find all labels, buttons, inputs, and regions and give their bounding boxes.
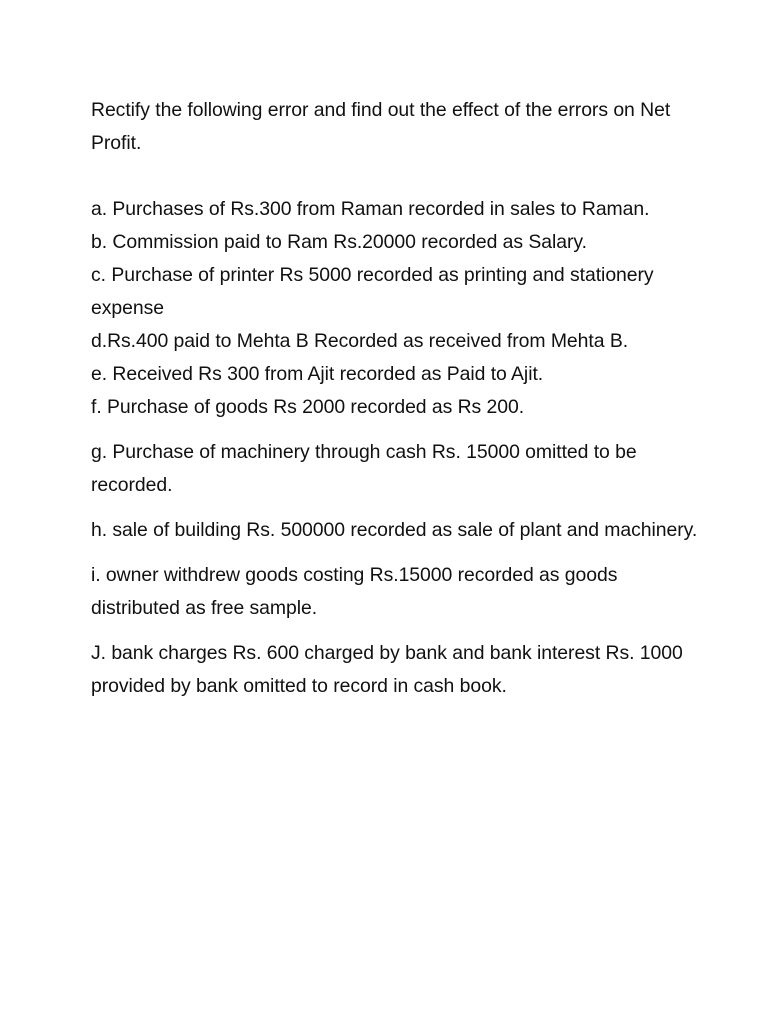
- error-item-f: f. Purchase of goods Rs 2000 recorded as Rs 200.: [91, 396, 525, 418]
- intro-paragraph: Rectify the following error and find out the effect of the errors on Net Profit.: [91, 99, 671, 154]
- error-list-spaced: [91, 436, 711, 703]
- error-item-b: b. Commission paid to Ram Rs.20000 recorded as Salary.: [91, 231, 587, 253]
- error-item-h: h. sale of building Rs. 500000 recorded as sale of plant and machinery.: [91, 519, 698, 541]
- document-body: [91, 94, 711, 703]
- error-item-g: g. Purchase of machinery through cash Rs. 15000 omitted to be recorded.: [91, 441, 637, 496]
- error-item-j: J. bank charges Rs. 600 charged by bank and bank interest Rs. 1000 provided by bank omitted to record in cash book.: [91, 642, 683, 697]
- error-item-i: i. owner withdrew goods costing Rs.15000 recorded as goods distributed as free sample.: [91, 564, 618, 619]
- error-item-d: d.Rs.400 paid to Mehta B Recorded as received from Mehta B.: [91, 330, 629, 352]
- error-item-e: e. Received Rs 300 from Ajit recorded as Paid to Ajit.: [91, 363, 544, 385]
- error-item-c: c. Purchase of printer Rs 5000 recorded as printing and stationery expense: [91, 264, 654, 319]
- error-list-tight: [91, 193, 711, 424]
- error-item-a: a. Purchases of Rs.300 from Raman recorded in sales to Raman.: [91, 198, 650, 220]
